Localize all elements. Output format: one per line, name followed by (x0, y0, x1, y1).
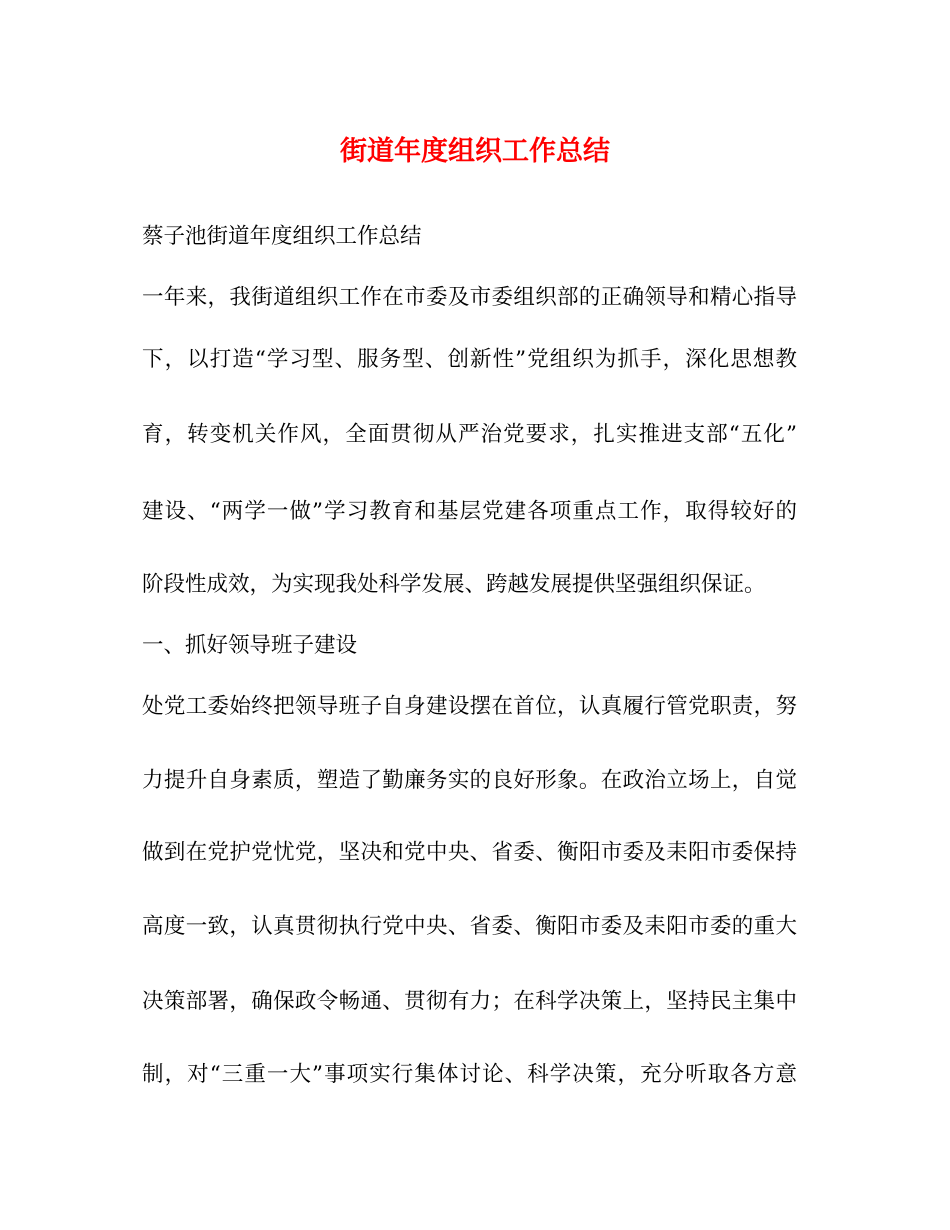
paragraph-line: 制，对“三重一大”事项实行集体讨论、科学决策，充分听取各方意 (142, 1062, 797, 1087)
paragraph-line: 力提升自身素质，塑造了勤廉务实的良好形象。在政治立场上，自觉 (142, 768, 797, 793)
paragraph-line: 一年来，我街道组织工作在市委及市委组织部的正确领导和精心指导 (142, 285, 797, 310)
paragraph-line: 高度一致，认真贯彻执行党中央、省委、衡阳市委及耒阳市委的重大 (142, 914, 797, 939)
paragraph-line: 下，以打造“学习型、服务型、创新性”党组织为抓手，深化思想教 (142, 347, 797, 372)
paragraph-line: 建设、“两学一做”学习教育和基层党建各项重点工作，取得较好的 (142, 499, 797, 524)
paragraph-line: 阶段性成效，为实现我处科学发展、跨越发展提供坚强组织保证。 (142, 572, 766, 597)
document-title: 街道年度组织工作总结 (340, 136, 610, 167)
paragraph-line: 处党工委始终把领导班子自身建设摆在首位，认真履行管党职责，努 (142, 694, 797, 719)
paragraph-line: 决策部署，确保政令畅通、贯彻有力；在科学决策上，坚持民主集中 (142, 989, 797, 1014)
document-subtitle: 蔡子池街道年度组织工作总结 (142, 224, 422, 249)
paragraph-line: 育，转变机关作风，全面贯彻从严治党要求，扎实推进支部“五化” (142, 422, 797, 447)
paragraph-line: 做到在党护党忧党，坚决和党中央、省委、衡阳市委及耒阳市委保持 (142, 840, 797, 865)
section-heading: 一、抓好领导班子建设 (142, 633, 358, 658)
